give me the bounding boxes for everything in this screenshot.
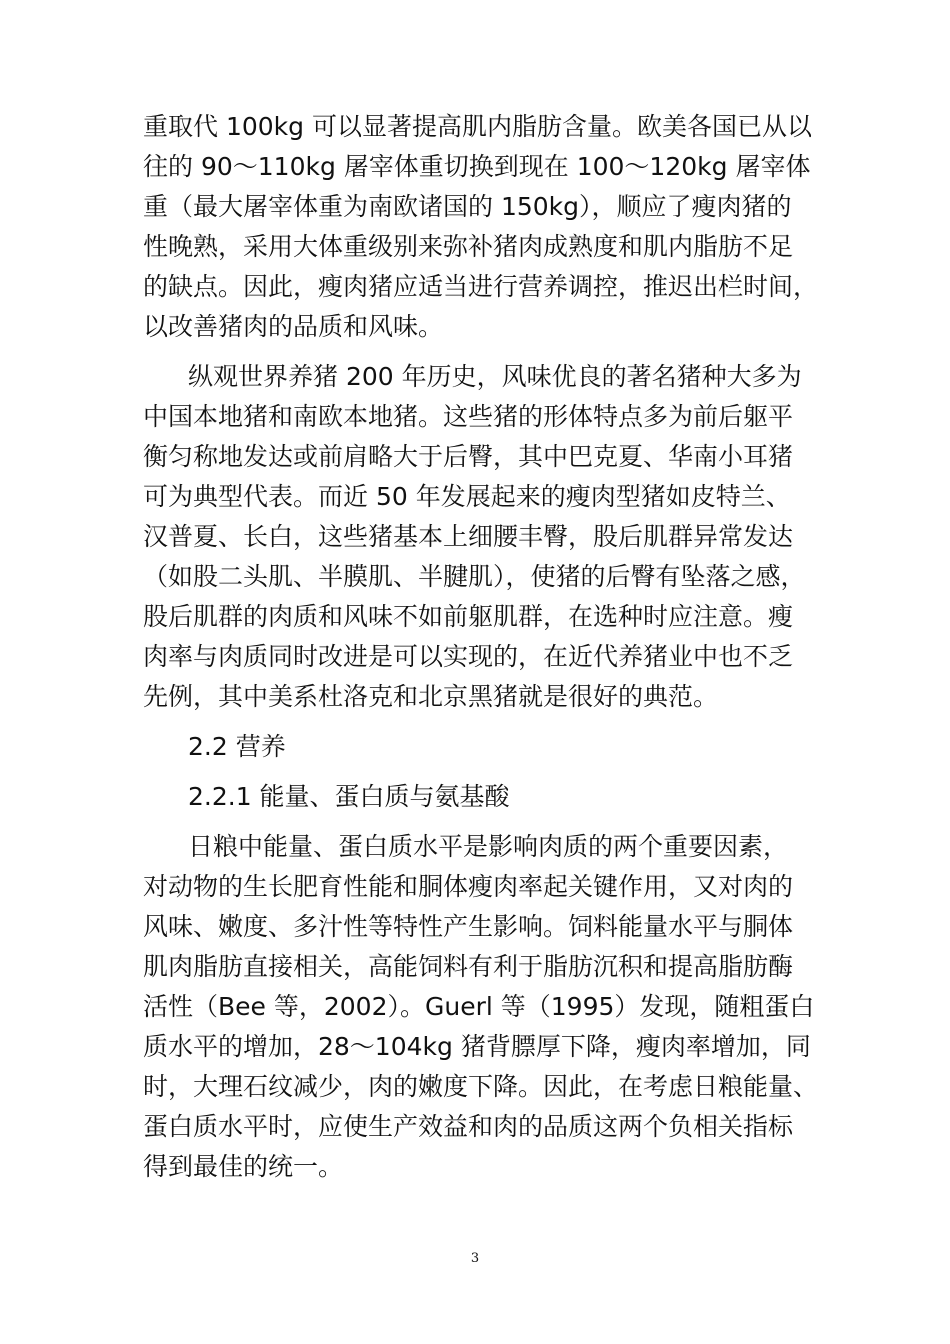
paragraph-3-line-4: 肌肉脂肪直接相关，高能饲料有利于脂肪沉积和提高脂肪酶 (143, 952, 794, 981)
paragraph-3-line-1: 日粮中能量、蛋白质水平是影响肉质的两个重要因素， (188, 832, 789, 861)
paragraph-1-line-1: 重取代 100kg 可以显著提高肌内脂肪含量。欧美各国已从以 (143, 112, 812, 141)
paragraph-3-line-9: 得到最佳的统一。 (143, 1152, 344, 1181)
paragraph-2-line-5: 汉普夏、长白，这些猪基本上细腰丰臀，股后肌群异常发达 (143, 522, 794, 551)
paragraph-2-line-3: 衡匀称地发达或前肩略大于后臀，其中巴克夏、华南小耳猪 (143, 442, 794, 471)
paragraph-3-line-2: 对动物的生长肥育性能和胴体瘦肉率起关键作用，又对肉的 (143, 872, 794, 901)
paragraph-2-line-6: （如股二头肌、半膜肌、半腱肌），使猪的后臀有坠落之感， (143, 562, 806, 591)
paragraph-2-line-4: 可为典型代表。而近 50 年发展起来的瘦肉型猪如皮特兰、 (143, 482, 791, 511)
paragraph-1-line-4: 性晚熟，采用大体重级别来弥补猪肉成熟度和肌内脂肪不足 (143, 232, 794, 261)
paragraph-2-line-9: 先例，其中美系杜洛克和北京黑猪就是很好的典范。 (143, 682, 719, 711)
section-heading: 2.2 营养 (188, 732, 286, 761)
subsection-heading: 2.2.1 能量、蛋白质与氨基酸 (188, 782, 510, 811)
paragraph-3-line-5: 活性（Bee 等，2002）。Guerl 等（1995）发现，随粗蛋白 (143, 992, 815, 1021)
paragraph-1-line-5: 的缺点。因此，瘦肉猪应适当进行营养调控，推迟出栏时间， (143, 272, 819, 301)
page-number: 3 (470, 1251, 480, 1266)
paragraph-2-line-8: 肉率与肉质同时改进是可以实现的，在近代养猪业中也不乏 (143, 642, 794, 671)
paragraph-1-line-2: 往的 90～110kg 屠宰体重切换到现在 100～120kg 屠宰体 (143, 152, 811, 181)
paragraph-3-line-8: 蛋白质水平时，应使生产效益和肉的品质这两个负相关指标 (143, 1112, 794, 1141)
paragraph-3-line-3: 风味、嫩度、多汁性等特性产生影响。饲料能量水平与胴体 (143, 912, 794, 941)
paragraph-1-line-3: 重（最大屠宰体重为南欧诸国的 150kg），顺应了瘦肉猪的 (143, 192, 792, 221)
paragraph-2-line-7: 股后肌群的肉质和风味不如前躯肌群，在选种时应注意。瘦 (143, 602, 794, 631)
paragraph-3-line-6: 质水平的增加，28～104kg 猪背膘厚下降，瘦肉率增加，同 (143, 1032, 811, 1061)
paragraph-1-line-6: 以改善猪肉的品质和风味。 (143, 312, 444, 341)
paragraph-3-line-7: 时，大理石纹减少，肉的嫩度下降。因此，在考虑日粮能量、 (143, 1072, 819, 1101)
paragraph-2-line-2: 中国本地猪和南欧本地猪。这些猪的形体特点多为前后躯平 (143, 402, 794, 431)
paragraph-2-line-1: 纵观世界养猪 200 年历史，风味优良的著名猪种大多为 (188, 362, 802, 391)
